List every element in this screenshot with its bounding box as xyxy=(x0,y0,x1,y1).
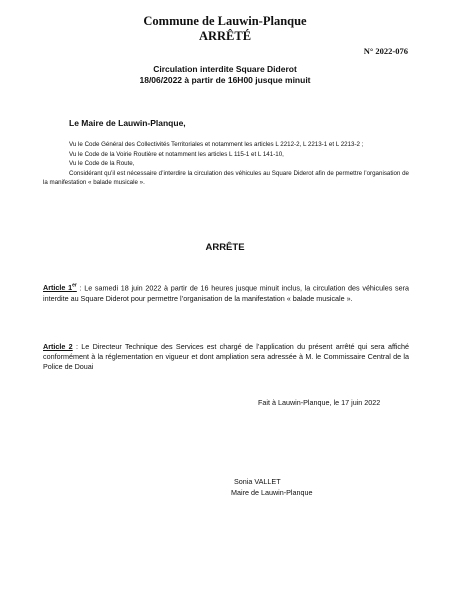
document-type: ARRÊTÉ xyxy=(198,29,252,43)
article-2-text: Le Directeur Technique des Services est chargé de l’application du présent arrêté qui sera affiché conformément à la réglementation en vigueur et dont ampliation sera adressée à M. le Commissaire Central de la Police de Douai xyxy=(43,342,410,372)
article-2-label: Article 2 xyxy=(43,342,73,351)
authority-line: Le Maire de Lauwin-Planque, xyxy=(69,118,186,128)
subject-block xyxy=(0,64,450,86)
visa-voirie: Vu le Code de la Voirie Routière et notamment les articles L 115-1 et L 141-10, xyxy=(69,150,284,158)
visa-route: Vu le Code de la Route, xyxy=(69,160,135,168)
article-2-colon: : xyxy=(72,342,78,351)
subject-line-1: Circulation interdite Square Diderot xyxy=(153,64,297,74)
article-1-label: Article 1er xyxy=(43,283,77,293)
visas-block xyxy=(43,140,409,188)
document-header xyxy=(0,14,450,44)
visa-cgct: Vu le Code Général des Collectivités Territoriales et notamment les articles L 2212-2, L 2213-1 et L 2213-2 ; xyxy=(69,141,364,148)
arrete-heading: ARRÊTE xyxy=(205,242,245,253)
considerant: Considérant qu’il est nécessaire d’interdire la circulation des véhicules au Square Diderot afin de permettre l’organisation de la manifestation « balade musicale ». xyxy=(43,169,409,187)
subject-line-2: 18/06/2022 à partir de 16H00 jusque minuit xyxy=(139,75,311,85)
article-2 xyxy=(43,342,409,373)
signatory-name: Sonia VALLET xyxy=(234,477,281,486)
signature-block xyxy=(231,476,313,498)
place-date-line: Fait à Lauwin-Planque, le 17 juin 2022 xyxy=(258,398,381,407)
article-1 xyxy=(43,281,409,304)
commune-name: Commune de Lauwin-Planque xyxy=(143,14,307,28)
reference-number: N° 2022-076 xyxy=(363,46,408,56)
article-1-colon: : xyxy=(76,283,82,293)
article-1-text: Le samedi 18 juin 2022 à partir de 16 heures jusque minuit inclus, la circulation des véhicules sera interdite au Square Diderot pour permettre l’organisation de la manifestation « balade musicale ». xyxy=(43,283,409,303)
signatory-title: Maire de Lauwin-Planque xyxy=(231,488,313,497)
